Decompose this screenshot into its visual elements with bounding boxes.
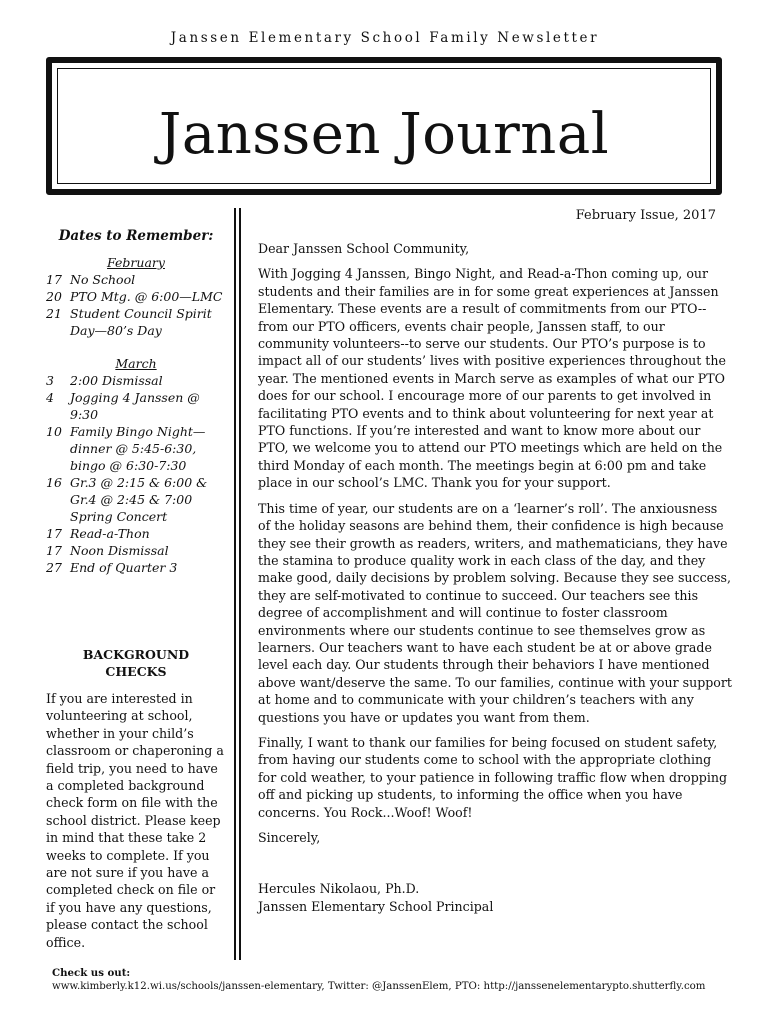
- background-checks-heading: [46, 646, 226, 680]
- signature-title: Janssen Elementary School Principal: [258, 898, 494, 914]
- event-day: 4: [46, 390, 54, 405]
- masthead-title: Janssen Journal: [158, 102, 610, 167]
- masthead-inner-frame: [57, 68, 711, 184]
- event-text: Read-a-Thon: [70, 526, 150, 541]
- event-day: 16: [46, 475, 62, 490]
- event-text: Student Council Spirit Day—80’s Day: [70, 306, 212, 338]
- principal-letter: [258, 240, 732, 915]
- event-item: [46, 525, 226, 542]
- event-text: Gr.3 @ 2:15 & 6:00 & Gr.4 @ 2:45 & 7:00 Spring Concert: [70, 475, 208, 524]
- event-item: [46, 474, 226, 525]
- sidebar: [46, 228, 226, 951]
- event-day: 10: [46, 424, 62, 439]
- event-item: [46, 542, 226, 559]
- event-day: 17: [46, 543, 62, 558]
- event-text: Jogging 4 Janssen @ 9:30: [70, 390, 200, 422]
- letter-salutation: Dear Janssen School Community,: [258, 241, 470, 256]
- event-day: 21: [46, 306, 62, 321]
- event-day: 17: [46, 272, 62, 287]
- footer-links[interactable]: www.kimberly.k12.wi.us/schools/janssen-elementary, Twitter: @JanssenElem, PTO: http://janssenelementarypto.shutterfly.com: [52, 981, 706, 992]
- footer: [52, 966, 752, 994]
- event-item: [46, 389, 226, 423]
- event-text: No School: [70, 272, 136, 287]
- newsletter-top-line: Janssen Elementary School Family Newsletter: [170, 30, 600, 46]
- background-heading-line-1: BACKGROUND: [82, 647, 190, 662]
- event-day: 27: [46, 560, 62, 575]
- month-heading: February: [107, 255, 165, 270]
- event-day: 20: [46, 289, 62, 304]
- letter-paragraph: With Jogging 4 Janssen, Bingo Night, and Read-a-Thon coming up, our students and their families are in for some great experiences at Janssen Elementary. These events are a result of commitments from our PTO--from our PTO officers, events chair people, Janssen staff, to our community volunteers--to serve our students. Our PTO’s purpose is to impact all of our students’ lives with positive experiences throughout the year. The mentioned events in March serve as examples of what our PTO does for our school. I encourage more of our parents to get involved in facilitating PTO events and to think about volunteering for next year at PTO functions. If you’re interested and want to know more about our PTO, we welcome you to attend our PTO meetings which are held on the third Monday of each month. The meetings begin at 6:00 pm and take place in our school’s LMC. Thank you for your support.: [258, 266, 726, 491]
- event-item: [46, 423, 226, 474]
- spacer: [46, 339, 226, 355]
- event-day: 17: [46, 526, 62, 541]
- event-item: [46, 559, 226, 576]
- event-item: [46, 288, 226, 305]
- event-item: [46, 372, 226, 389]
- letter-paragraph: This time of year, our students are on a ‘learner’s roll’. The anxiousness of the holiday seasons are behind them, their confidence is high because they see their growth as readers, writers, and mathematicians, they have the stamina to produce quality work in each class of the day, and they make good, daily decisions by problem solving. Because they see success, they are self-motivated to continue to succeed. Our teachers see this degree of accomplishment and will continue to foster classroom environments where our students continue to see themselves grow as learners. Our teachers want to have each student be at or above grade level each day. Our students through their behaviors I have mentioned above want/deserve the same. To our families, continue with your support at home and to communicate with your children’s teachers with any questions you have or updates you want from them.: [258, 500, 732, 725]
- signature-name: Hercules Nikolaou, Ph.D.: [258, 881, 420, 897]
- event-text: End of Quarter 3: [70, 560, 178, 575]
- letter-paragraph: Finally, I want to thank our families for being focused on student safety, from having our students come to school with the appropriate clothing for cold weather, to your patience in following traffic flow when dropping off and picking up students, to informing the office when you have concerns. You Rock...Woof! Woof!: [258, 734, 728, 820]
- background-checks-text: If you are interested in volunteering at school, whether in your child’s classroom or chaperoning a field trip, you need to have a completed background check form on file with the school district. Please keep in mind that these take 2 weeks to complete. If you are not sure if you have a completed check on file or if you have any questions, please contact the school office.: [46, 691, 224, 950]
- column-divider: [234, 208, 241, 960]
- event-item: [46, 271, 226, 288]
- footer-heading: Check us out:: [52, 967, 131, 979]
- event-item: [46, 305, 226, 339]
- dates-heading: Dates to Remember:: [58, 228, 214, 244]
- event-text: PTO Mtg. @ 6:00—LMC: [70, 289, 223, 304]
- background-heading-line-2: CHECKS: [105, 664, 167, 679]
- event-text: Family Bingo Night—dinner @ 5:45-6:30, bingo @ 6:30-7:30: [70, 424, 206, 473]
- event-text: Noon Dismissal: [70, 543, 169, 558]
- event-text: 2:00 Dismissal: [70, 373, 163, 388]
- masthead-banner: [46, 57, 722, 195]
- month-heading: March: [115, 356, 157, 371]
- issue-date: February Issue, 2017: [575, 208, 716, 223]
- event-day: 3: [46, 373, 54, 388]
- letter-closing: Sincerely,: [258, 830, 321, 845]
